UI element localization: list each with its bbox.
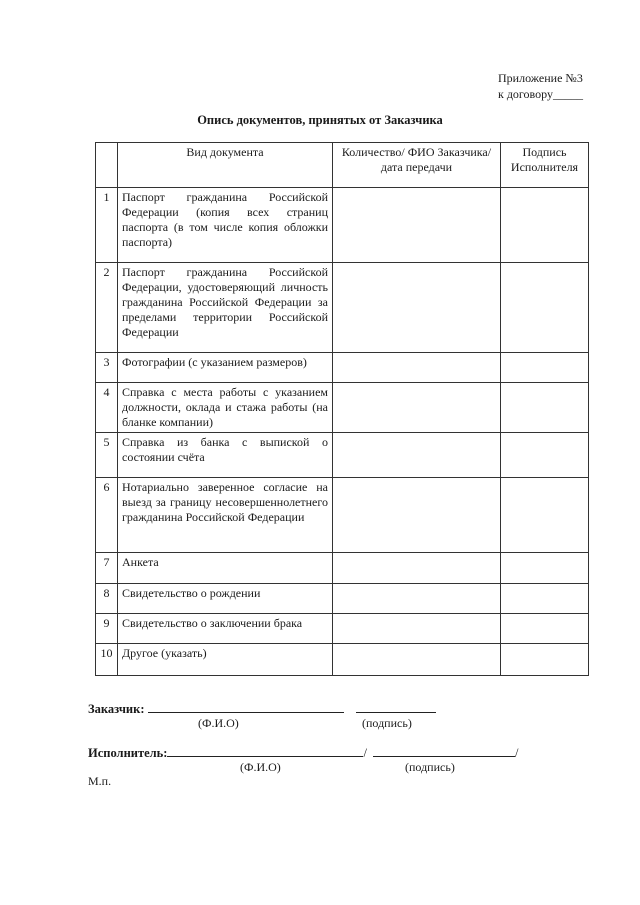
customer-fio-field[interactable]	[148, 700, 344, 713]
quantity-cell[interactable]	[333, 188, 501, 263]
row-number: 2	[96, 263, 118, 353]
signature-cell[interactable]	[501, 553, 589, 584]
column-header-number	[96, 143, 118, 188]
row-number: 8	[96, 584, 118, 614]
executor-label: Исполнитель:	[88, 746, 168, 760]
signature-cell[interactable]	[501, 433, 589, 478]
document-name: Справка с места работы с указанием должности, оклада и стажа работы (на бланке компании)	[118, 383, 333, 433]
table-row	[96, 478, 589, 553]
quantity-cell[interactable]	[333, 353, 501, 383]
separator-slash: /	[363, 746, 367, 760]
document-name: Анкета	[118, 553, 333, 584]
customer-label: Заказчик:	[88, 702, 145, 716]
table-row	[96, 188, 589, 263]
document-name: Фотографии (с указанием размеров)	[118, 353, 333, 383]
column-header-signature: Подпись Исполнителя	[501, 143, 589, 188]
table-row	[96, 353, 589, 383]
document-name: Нотариально заверенное согласие на выезд за границу несовершеннолетнего гражданина Российской Федерации	[118, 478, 333, 553]
customer-signature-line	[88, 700, 436, 717]
row-number: 7	[96, 553, 118, 584]
document-name: Свидетельство о рождении	[118, 584, 333, 614]
document-title: Опись документов, принятых от Заказчика	[197, 113, 443, 127]
customer-fio-caption: (Ф.И.О)	[198, 716, 239, 730]
row-number: 6	[96, 478, 118, 553]
document-name: Справка из банка с выпиской о состоянии счёта	[118, 433, 333, 478]
signature-cell[interactable]	[501, 644, 589, 676]
signature-cell[interactable]	[501, 383, 589, 433]
document-name: Другое (указать)	[118, 644, 333, 676]
quantity-cell[interactable]	[333, 644, 501, 676]
column-header-quantity: Количество/ ФИО Заказчика/ дата передачи	[333, 143, 501, 188]
executor-fio-field[interactable]	[167, 744, 363, 757]
row-number: 4	[96, 383, 118, 433]
signature-cell[interactable]	[501, 263, 589, 353]
row-number: 10	[96, 644, 118, 676]
table-row	[96, 383, 589, 433]
signature-cell[interactable]	[501, 188, 589, 263]
signature-cell[interactable]	[501, 614, 589, 644]
table-row	[96, 584, 589, 614]
documents-inventory-table	[95, 142, 589, 676]
contract-reference: к договору_____	[498, 87, 583, 101]
quantity-cell[interactable]	[333, 614, 501, 644]
appendix-reference	[498, 70, 583, 102]
stamp-place: М.п.	[88, 774, 112, 788]
signature-cell[interactable]	[501, 478, 589, 553]
table-row	[96, 553, 589, 584]
executor-signature-caption: (подпись)	[405, 760, 455, 774]
document-name: Свидетельство о заключении брака	[118, 614, 333, 644]
customer-signature-field[interactable]	[356, 700, 436, 713]
quantity-cell[interactable]	[333, 383, 501, 433]
table-header-row	[96, 143, 589, 188]
quantity-cell[interactable]	[333, 433, 501, 478]
table-row	[96, 614, 589, 644]
quantity-cell[interactable]	[333, 553, 501, 584]
row-number: 1	[96, 188, 118, 263]
executor-signature-field[interactable]	[373, 744, 515, 757]
table-row	[96, 263, 589, 353]
document-name: Паспорт гражданина Российской Федерации, удостоверяющий личность гражданина Российской Федерации за пределами территории Российской Федерации	[118, 263, 333, 353]
table-row	[96, 433, 589, 478]
signature-cell[interactable]	[501, 584, 589, 614]
appendix-number: Приложение №3	[498, 71, 583, 85]
quantity-cell[interactable]	[333, 478, 501, 553]
table-row	[96, 644, 589, 676]
quantity-cell[interactable]	[333, 584, 501, 614]
row-number: 9	[96, 614, 118, 644]
separator-slash: /	[514, 746, 519, 760]
quantity-cell[interactable]	[333, 263, 501, 353]
document-name: Паспорт гражданина Российской Федерации (копия всех страниц паспорта (в том числе копия обложки паспорта)	[118, 188, 333, 263]
signature-cell[interactable]	[501, 353, 589, 383]
row-number: 5	[96, 433, 118, 478]
column-header-document-type: Вид документа	[118, 143, 333, 188]
customer-signature-caption: (подпись)	[362, 716, 412, 730]
executor-fio-caption: (Ф.И.О)	[240, 760, 281, 774]
row-number: 3	[96, 353, 118, 383]
executor-signature-line	[88, 744, 518, 761]
